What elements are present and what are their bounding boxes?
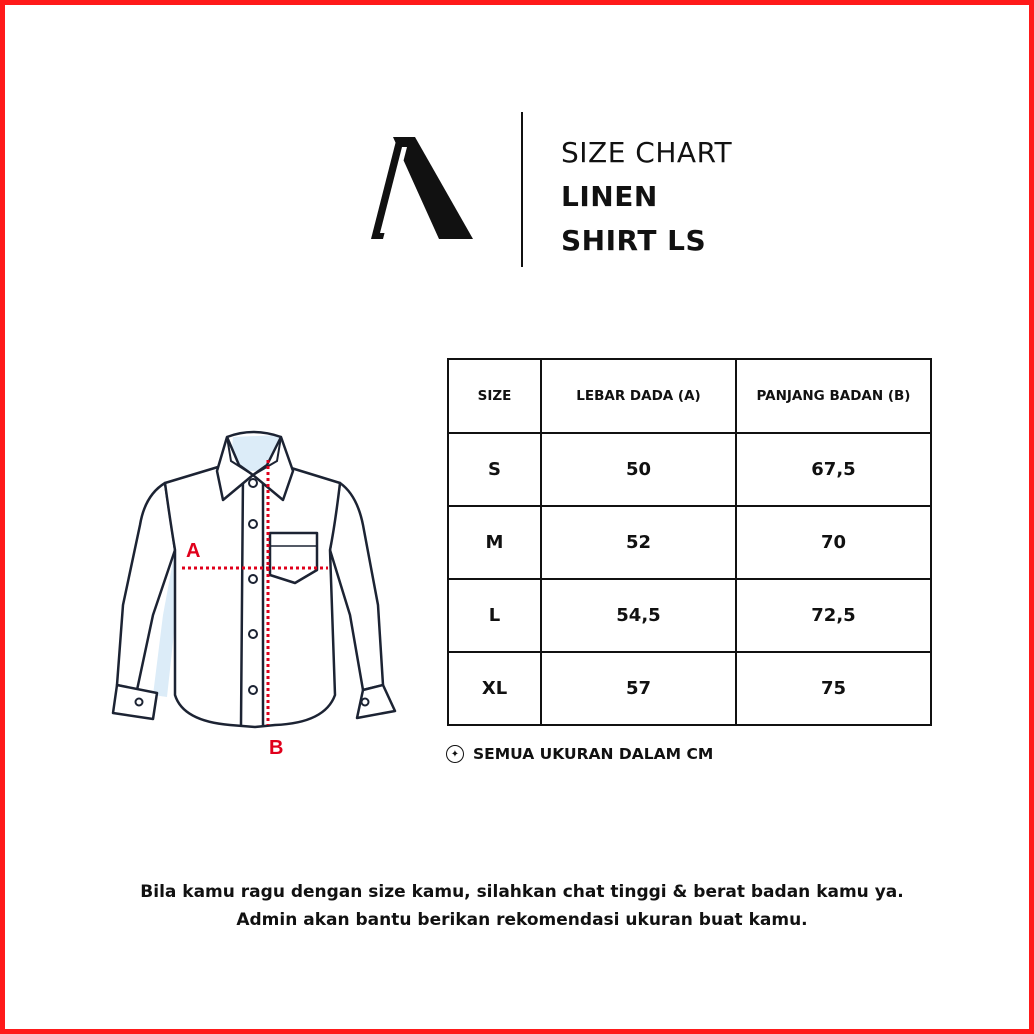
plus-circle-icon: ✦ <box>446 745 464 763</box>
shirt-button <box>249 520 257 528</box>
cell-body-length: 72,5 <box>736 579 931 652</box>
table-row <box>448 579 931 652</box>
cell-size: L <box>448 579 541 652</box>
shirt-button <box>249 686 257 694</box>
footer-line-1: Bila kamu ragu dengan size kamu, silahkan chat tinggi & berat badan kamu ya. <box>140 882 904 902</box>
shirt-button <box>249 479 257 487</box>
shirt-button <box>249 575 257 583</box>
cell-chest-width: 57 <box>541 652 736 725</box>
shirt-button <box>249 630 257 638</box>
title-product-line1: LINEN <box>561 180 658 213</box>
title-size-chart: SIZE CHART <box>561 136 733 169</box>
unit-note <box>446 745 713 763</box>
title-block <box>561 131 732 263</box>
brand-logo-icon <box>369 135 473 239</box>
shirt-diagram <box>105 427 405 757</box>
unit-note-text: SEMUA UKURAN DALAM CM <box>473 745 714 763</box>
header-size: SIZE <box>448 359 541 433</box>
footer-line-2: Admin akan bantu berikan rekomendasi ukuran buat kamu. <box>236 910 808 930</box>
cell-chest-width: 50 <box>541 433 736 506</box>
table-row <box>448 506 931 579</box>
cell-body-length: 75 <box>736 652 931 725</box>
footer-text <box>5 878 1034 934</box>
label-a: A <box>186 540 201 562</box>
cell-size: XL <box>448 652 541 725</box>
title-product-line2: SHIRT LS <box>561 224 707 257</box>
left-cuff-button <box>136 699 143 706</box>
label-b: B <box>269 737 284 757</box>
cell-chest-width: 52 <box>541 506 736 579</box>
cell-size: S <box>448 433 541 506</box>
cell-body-length: 70 <box>736 506 931 579</box>
table-row <box>448 652 931 725</box>
table-header-row <box>448 359 931 433</box>
header-chest-width: LEBAR DADA (A) <box>541 359 736 433</box>
chest-pocket <box>270 533 317 583</box>
header-body-length: PANJANG BADAN (B) <box>736 359 931 433</box>
right-sleeve <box>330 483 383 690</box>
cell-size: M <box>448 506 541 579</box>
cell-chest-width: 54,5 <box>541 579 736 652</box>
size-table <box>447 358 932 726</box>
right-cuff-button <box>362 699 369 706</box>
table-row <box>448 433 931 506</box>
cell-body-length: 67,5 <box>736 433 931 506</box>
header-divider <box>521 112 523 267</box>
